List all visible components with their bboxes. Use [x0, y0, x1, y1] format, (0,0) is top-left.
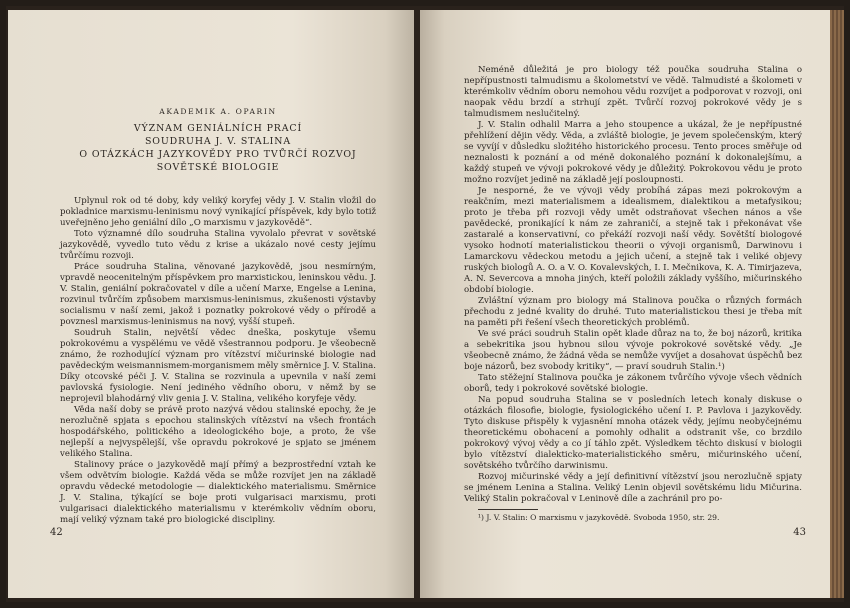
open-book — [6, 6, 844, 602]
paragraph: Tato stěžejní Stalinova poučka je zákonem tvůrčího vývoje všech vědních oborů, tedy i pokrokové sovětské biologie. — [464, 373, 802, 394]
paragraph: Na popud soudruha Stalina se v posledních letech konaly diskuse o otázkách filosofie, biologie, fysiologického učení I. P. Pavlova i jazykovědy. Tyto diskuse přispěly k vyjasnění mnoha otázek vědy, jejímu neobyčejnému theoretickému obohacení a pomohly odhalit a odstranit vše, co brzdilo pokrokový vývoj vědy a co jí táhlo zpět. Výsledkem těchto diskusí v biologii bylo vítězství dialekticko-materialistického směru, mičurinského učení, sovětského tvůrčího darwinismu. — [464, 395, 802, 471]
paragraph: J. V. Stalin odhalil Marra a jeho stoupence a ukázal, že je nepřípustné přehlížení dějin vědy. Věda, a zvláště biologie, je jevem společenským, který se vyvíjí v důsledku složitého historického procesu. Tento proces směřuje od neznalosti k poznání a od méně dokonalého poznání k dokonalejšímu, a každý stupeň ve vývoji pokrokové vědy je důležitý. Pokrokovou vědu je proto možno rozvíjet jedině na základě její posloupnosti. — [464, 120, 802, 185]
title-line: O OTÁZKÁCH JAZYKOVĚDY PRO TVŮRČÍ ROZVOJ — [79, 149, 357, 160]
page-number-left: 42 — [50, 527, 63, 538]
title-line: VÝZNAM GENIÁLNÍCH PRACÍ — [133, 123, 303, 134]
left-page — [8, 10, 414, 598]
book-edge — [830, 10, 844, 598]
paragraph: Soudruh Stalin, největší vědec dneška, poskytuje všemu pokrokovému a vyspělému ve vědě všestrannou podporu. Je všeobecně známo, že rozhodující význam pro vítězství mičurinské biologie nad pavědeckým weismannismem-morganismem měly směrnice J. V. Stalina. Díky otcovské péči J. V. Stalina se rozvinula a upevnila v naší zemi pavlovská fysiologie. Není jediného vědního oboru, v němž by se neprojevil blahodárný vliv genia J. V. Stalina, velikého koryfeje vědy. — [60, 328, 376, 404]
right-page — [420, 10, 830, 598]
footnote-divider — [478, 509, 538, 510]
right-page-content — [464, 65, 802, 522]
paragraph: Stalinovy práce o jazykovědě mají přímý a bezprostřední vztah ke všem odvětvím biologie. Každá věda se může rozvíjet jen na základě opravdu vědecké metodologie — dialektického materialismu. Směrnice J. V. Stalina, týkající se boje proti vulgarisaci marxismu, proti vulgarisaci dialektického materialismu v kterémkoliv vědním oboru, mají veliký význam také pro biologické discipliny. — [60, 460, 376, 525]
paragraph: Neméně důležitá je pro biology též poučka soudruha Stalina o nepřípustnosti talmudismu a školometství ve vědě. Talmudisté a školometi v kterémkoliv vědním oboru nemohou vědu rozvíjet a podporovat v rozvoji, oni naopak vědu brzdí a strhují zpět. Tvůrčí rozvoj pokrokové vědy je s talmudismem neslučitelný. — [464, 65, 802, 119]
paragraph: Práce soudruha Stalina, věnované jazykovědě, jsou nesmírným, vpravdě neocenitelným příspěvkem pro marxistickou, leninskou vědu. J. V. Stalin, geniální pokračovatel v díle a učení Marxe, Engelse a Lenina, rozvinul tvůrčím způsobem marxismus-leninismus, zkušenosti výstavby socialismu v naší zemi, jakož i poznatky pokrokové vědy o přírodě a povznesl marxismus-leninismus na nový, vyšší stupeň. — [60, 262, 376, 327]
paragraph: Je nesporné, že ve vývoji vědy probíhá zápas mezi pokrokovým a reakčním, mezi materialismem a idealismem, dialektikou a metafysikou; proto je třeba při rozvoji vědy umět odstraňovat všechen nános a vše pavědecké, pronikající k nám ze zahraničí, a stejně tak i překonávat vše zastaralé a konservativní, co překáží rozvoji naší vědy. Sovětští biologové vysoko hodnotí materialistickou theorii o vývoji organismů, Darwinovu i Lamarckovu vědeckou metodu a jejich učení, a stejně tak i veliké objevy ruských biologů A. O. a V. O. Kovalevských, I. I. Mečnikova, K. A. Timirjazeva, A. N. Severcova a mnoha jiných, kteří položili základy vyššího, mičurinského období biologie. — [464, 186, 802, 295]
title-line: SOUDRUHA J. V. STALINA — [144, 136, 292, 147]
paragraph: Toto významné dílo soudruha Stalina vyvolalo převrat v sovětské jazykovědě, vyvedlo tuto vědu z krise a ukázalo nové cesty jejímu tvůrčímu rozvoji. — [60, 229, 376, 261]
page-number-right: 43 — [793, 527, 806, 538]
article-author: AKADEMIK A. OPARIN — [159, 107, 277, 116]
article-title — [60, 122, 376, 174]
paragraph: Rozvoj mičurinské vědy a její definitivní vítězství jsou nerozlučně spjaty se jménem Lenina a Stalina. Veliký Lenin objevil sovětskému lidu Mičurina. Veliký Stalin pokračoval v Leninově díle a zachránil pro po- — [464, 472, 802, 504]
footnote: ¹) J. V. Stalin: O marxismu v jazykovědě. Svoboda 1950, str. 29. — [478, 513, 720, 522]
paragraph: Zvláštní význam pro biology má Stalinova poučka o různých formách přechodu z jedné kvality do druhé. Tuto materialistickou thesi je třeba mít na paměti při řešení všech theoretických problémů. — [464, 296, 802, 328]
paragraph: Uplynul rok od té doby, kdy veliký koryfej vědy J. V. Stalin vložil do pokladnice marxismu-leninismu nový vynikající příspěvek, kdy bylo totiž uveřejněno jeho geniální dílo „O marxismu v jazykovědě“. — [60, 196, 376, 228]
left-page-content — [60, 107, 376, 526]
paragraph: Ve své práci soudruh Stalin opět klade důraz na to, že boj názorů, kritika a sebekritika jsou hybnou silou vývoje pokrokové sovětské vědy. „Je všeobecně známo, že žádná věda se nemůže vyvíjet a dosahovat úspěchů bez boje názorů, bez svobody kritiky“, — praví soudruh Stalin.¹) — [464, 329, 802, 372]
paragraph: Věda naší doby se právě proto nazývá vědou stalinské epochy, že je nerozlučně spjata s epochou stalinských vítězství na všech frontách hospodářského, politického a ideologického boje, a proto, že vše nejlepší a nejvyspělejší, vše opravdu pokrokové je spjato se jménem velikého Stalina. — [60, 405, 376, 459]
title-line: SOVĚTSKÉ BIOLOGIE — [156, 162, 280, 173]
